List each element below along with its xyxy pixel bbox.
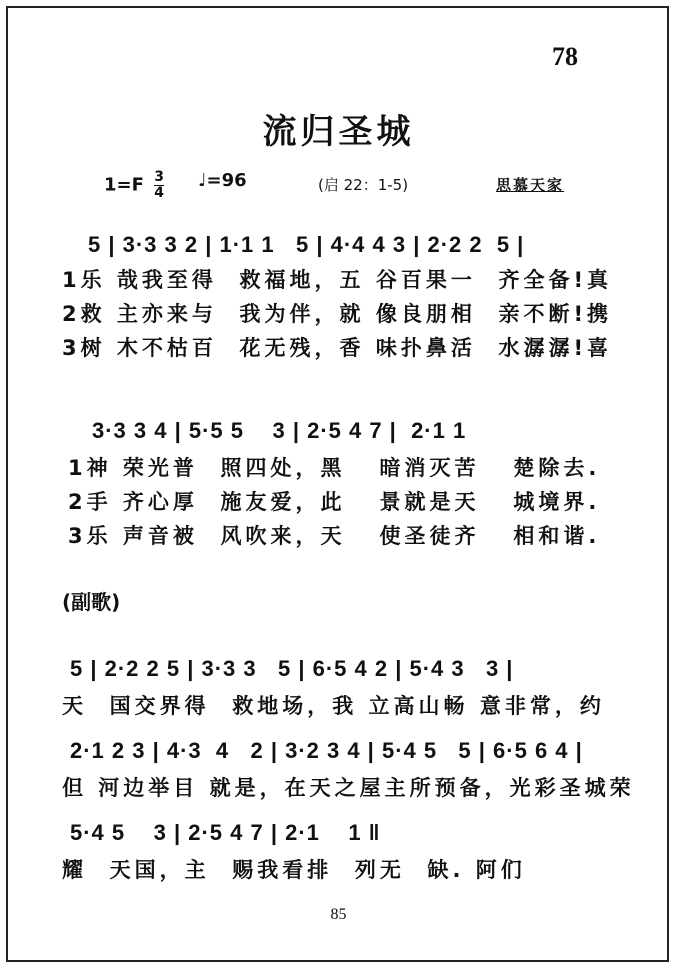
lyric-line: 2救 主亦来与 我为伴，就 像良朋相 亲不断!携	[62, 302, 613, 326]
chorus-label: (副歌)	[62, 590, 121, 614]
key-signature	[104, 170, 164, 201]
hymn-title: 流归圣城	[262, 112, 415, 152]
notation-line: 3·3 3 4 | 5·5 5 3 | 2·5 4 7 | 2·1 1	[92, 418, 467, 443]
page-number: 85	[330, 906, 347, 923]
scripture-reference: (启 22：1-5)	[318, 176, 409, 194]
tempo-marking: ♩=96	[198, 170, 247, 191]
notation-line: 5 | 3·3 3 2 | 1·1 1 5 | 4·4 4 3 | 2·2 2 5 |	[88, 232, 525, 257]
lyric-line: 3乐 声音被 风吹来，天 使圣徒齐 相和谐.	[68, 524, 601, 548]
lyric-line: 2手 齐心厚 施友爱，此 景就是天 城境界.	[68, 490, 601, 514]
lyric-line: 1乐 哉我至得 救福地，五 谷百果一 齐全备!真	[62, 268, 613, 292]
lyric-line: 3树 木不枯百 花无残，香 味扑鼻活 水潺潺!喜	[62, 336, 613, 360]
notation-line: 2·1 2 3 | 4·3 4 2 | 3·2 3 4 | 5·4 5 5 | 6·5 6 4 |	[70, 738, 583, 763]
lyric-line: 天 国交界得 救地场，我 立高山畅 意非常，约	[62, 694, 605, 718]
time-denominator: 4	[154, 185, 164, 201]
time-signature	[154, 170, 164, 201]
key-label: 1=F	[104, 174, 144, 196]
notation-line: 5·4 5 3 | 2·5 4 7 | 2·1 1 ‖	[70, 820, 381, 845]
lyric-line: 1神 荣光普 照四处，黑 暗消灭苦 楚除去.	[68, 456, 601, 480]
time-numerator: 3	[154, 169, 164, 185]
lyric-line: 但 河边举目 就是，在天之屋主所预备，光彩圣城荣	[62, 776, 635, 800]
hymn-number: 78	[552, 42, 578, 71]
notation-line: 5 | 2·2 2 5 | 3·3 3 5 | 6·5 4 2 | 5·4 3 3 |	[70, 656, 514, 681]
lyric-line: 耀 天国，主 赐我看排 列无 缺. 阿们	[62, 858, 526, 882]
tune-name: 思慕天家	[496, 176, 565, 194]
